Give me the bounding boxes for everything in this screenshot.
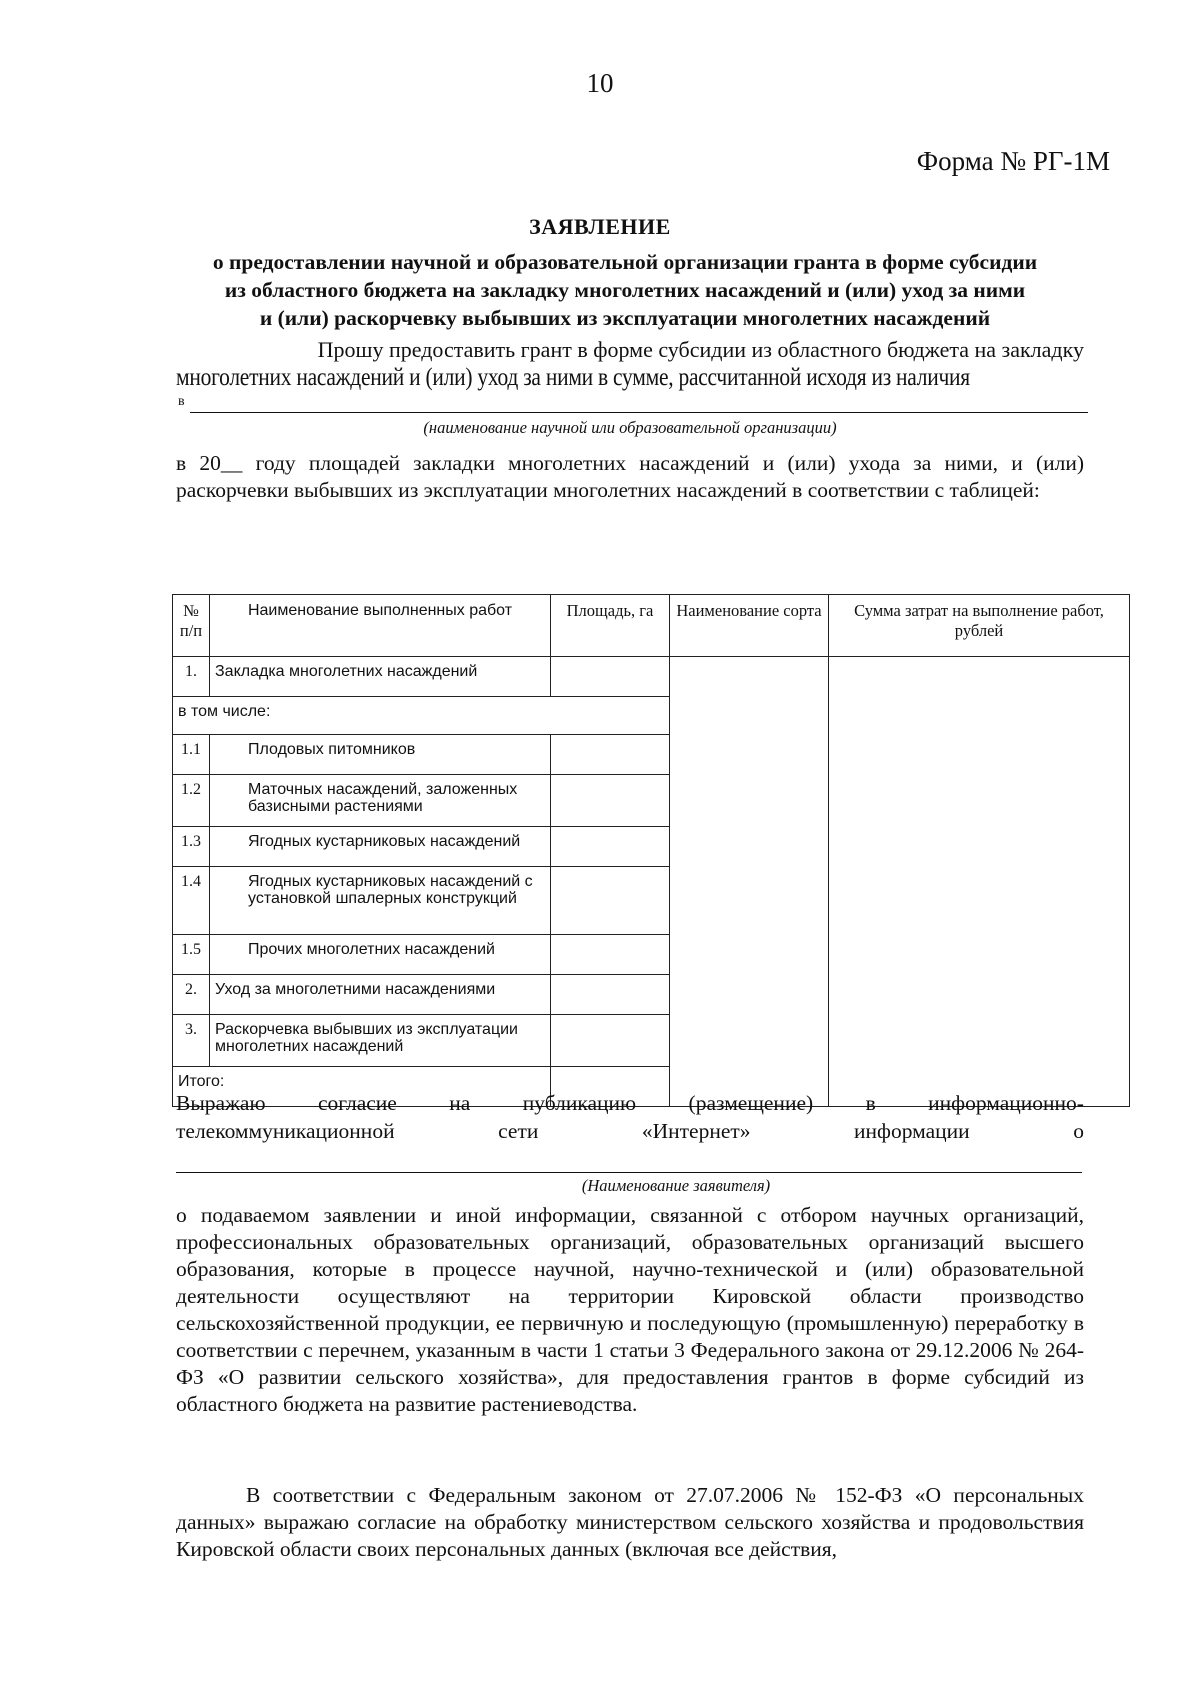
row-name: Ягодных кустарниковых насаждений bbox=[210, 827, 551, 867]
col-name-header: Наименование выполненных работ bbox=[210, 595, 551, 657]
col-area-header: Площадь, га bbox=[551, 595, 670, 657]
subtitle-line: и (или) раскорчевку выбывших из эксплуатации многолетних насаждений bbox=[259, 306, 991, 330]
page-number: 10 bbox=[586, 68, 614, 98]
request-line-1: Прошу предоставить грант в форме субсидии из областного бюджета на закладку bbox=[317, 337, 1084, 362]
row-number: 1.5 bbox=[173, 935, 210, 975]
row-number: 3. bbox=[173, 1015, 210, 1067]
org-name-caption: (наименование научной или образовательной организации) bbox=[423, 418, 837, 437]
row-name: Плодовых питомников bbox=[210, 735, 551, 775]
applicant-name-field[interactable] bbox=[176, 1172, 1082, 1173]
row-name: Маточных насаждений, заложенных базисными растениями bbox=[210, 775, 551, 827]
consent-word: информации bbox=[854, 1119, 970, 1143]
row-number: 1.1 bbox=[173, 735, 210, 775]
consent-word: на bbox=[449, 1091, 471, 1115]
request-line-2: многолетних насаждений и (или) уход за ними в сумме, рассчитанной исходя из наличия bbox=[176, 364, 970, 391]
row-number: 1.3 bbox=[173, 827, 210, 867]
col-number-header: № п/п bbox=[173, 595, 210, 657]
row-number: 1. bbox=[173, 657, 210, 697]
subtitle-line: из областного бюджета на закладку многолетних насаждений и (или) уход за ними bbox=[224, 278, 1026, 302]
area-cell[interactable] bbox=[551, 867, 670, 935]
area-cell[interactable] bbox=[551, 775, 670, 827]
area-cell[interactable] bbox=[551, 657, 670, 697]
row-name: Раскорчевка выбывших из эксплуатации многолетних насаждений bbox=[210, 1015, 551, 1067]
row-name: Ягодных кустарниковых насаждений с установкой шпалерных конструкций bbox=[210, 867, 551, 935]
consent-word: Выражаю bbox=[176, 1091, 266, 1115]
col-variety-header: Наименование сорта bbox=[670, 595, 829, 657]
works-table bbox=[172, 594, 1130, 1107]
variety-cell[interactable] bbox=[670, 657, 829, 1107]
row-number: 1.4 bbox=[173, 867, 210, 935]
consent-word: сети bbox=[498, 1119, 539, 1143]
consent-line-1 bbox=[176, 1090, 1084, 1117]
consent-body: о подаваемом заявлении и иной информации, связанной с отбором научных организаций, профессиональных образовательных организаций, образовательных организаций высшего образования, которые в процессе научной, научно-технической и (или) образовательной деятельности осуществляют на территории Кировской области производство сельскохозяйственной продукции, ее первичную и последующую (промышленную) переработку в соответствии с перечнем, указанным в части 1 статьи 3 Федерального закона от 29.12.2006 № 264-ФЗ «О развитии сельского хозяйства», для предоставления грантов в форме субсидий из областного бюджета на развитие растениеводства. bbox=[176, 1203, 1084, 1416]
total-label: Итого: bbox=[173, 1067, 551, 1107]
row-number: 1.2 bbox=[173, 775, 210, 827]
in-total-label: в том числе: bbox=[173, 697, 670, 735]
area-cell[interactable] bbox=[551, 935, 670, 975]
applicant-name-caption: (Наименование заявителя) bbox=[581, 1176, 771, 1195]
col-cost-header: Сумма затрат на выполнение работ, рублей bbox=[829, 595, 1130, 657]
subtitle-line: о предоставлении научной и образовательной организации гранта в форме субсидии bbox=[212, 250, 1038, 274]
consent-word: (размещение) bbox=[688, 1091, 814, 1115]
area-cell[interactable] bbox=[551, 1015, 670, 1067]
row-name: Уход за многолетними насаждениями bbox=[210, 975, 551, 1015]
consent-line-2 bbox=[176, 1118, 1084, 1145]
document-subtitle bbox=[150, 248, 1100, 332]
table-header-row bbox=[173, 595, 1130, 657]
cost-cell[interactable] bbox=[829, 657, 1130, 1107]
row-number: 2. bbox=[173, 975, 210, 1015]
consent-word: о bbox=[1073, 1119, 1084, 1143]
area-cell[interactable] bbox=[551, 975, 670, 1015]
personal-data-consent: В соответствии с Федеральным законом от 27.07.2006 № 152-ФЗ «О персональных данных» выражаю согласие на обработку министерством сельского хозяйства и продовольствия Кировской области своих персональных данных (включая все действия, bbox=[176, 1483, 1084, 1561]
form-number: Форма № РГ-1М bbox=[916, 146, 1110, 176]
consent-word: согласие bbox=[317, 1091, 397, 1115]
table-row bbox=[173, 657, 1130, 697]
request-table-intro: в 20__ году площадей закладки многолетних насаждений и (или) ухода за ними, и (или) раскорчевки выбывших из эксплуатации многолетних насаждений в соответствии с таблицей: bbox=[176, 451, 1084, 502]
org-prefix: в bbox=[178, 394, 185, 409]
consent-word: «Интернет» bbox=[641, 1119, 751, 1143]
area-cell[interactable] bbox=[551, 827, 670, 867]
consent-word: в bbox=[865, 1091, 876, 1115]
row-name: Прочих многолетних насаждений bbox=[210, 935, 551, 975]
document-title: ЗАЯВЛЕНИЕ bbox=[529, 214, 671, 239]
area-cell[interactable] bbox=[551, 735, 670, 775]
consent-word: публикацию bbox=[522, 1091, 637, 1115]
consent-word: информационно- bbox=[928, 1091, 1084, 1115]
row-name: Закладка многолетних насаждений bbox=[210, 657, 551, 697]
org-name-field[interactable] bbox=[190, 412, 1088, 413]
consent-word: телекоммуникационной bbox=[176, 1119, 395, 1143]
